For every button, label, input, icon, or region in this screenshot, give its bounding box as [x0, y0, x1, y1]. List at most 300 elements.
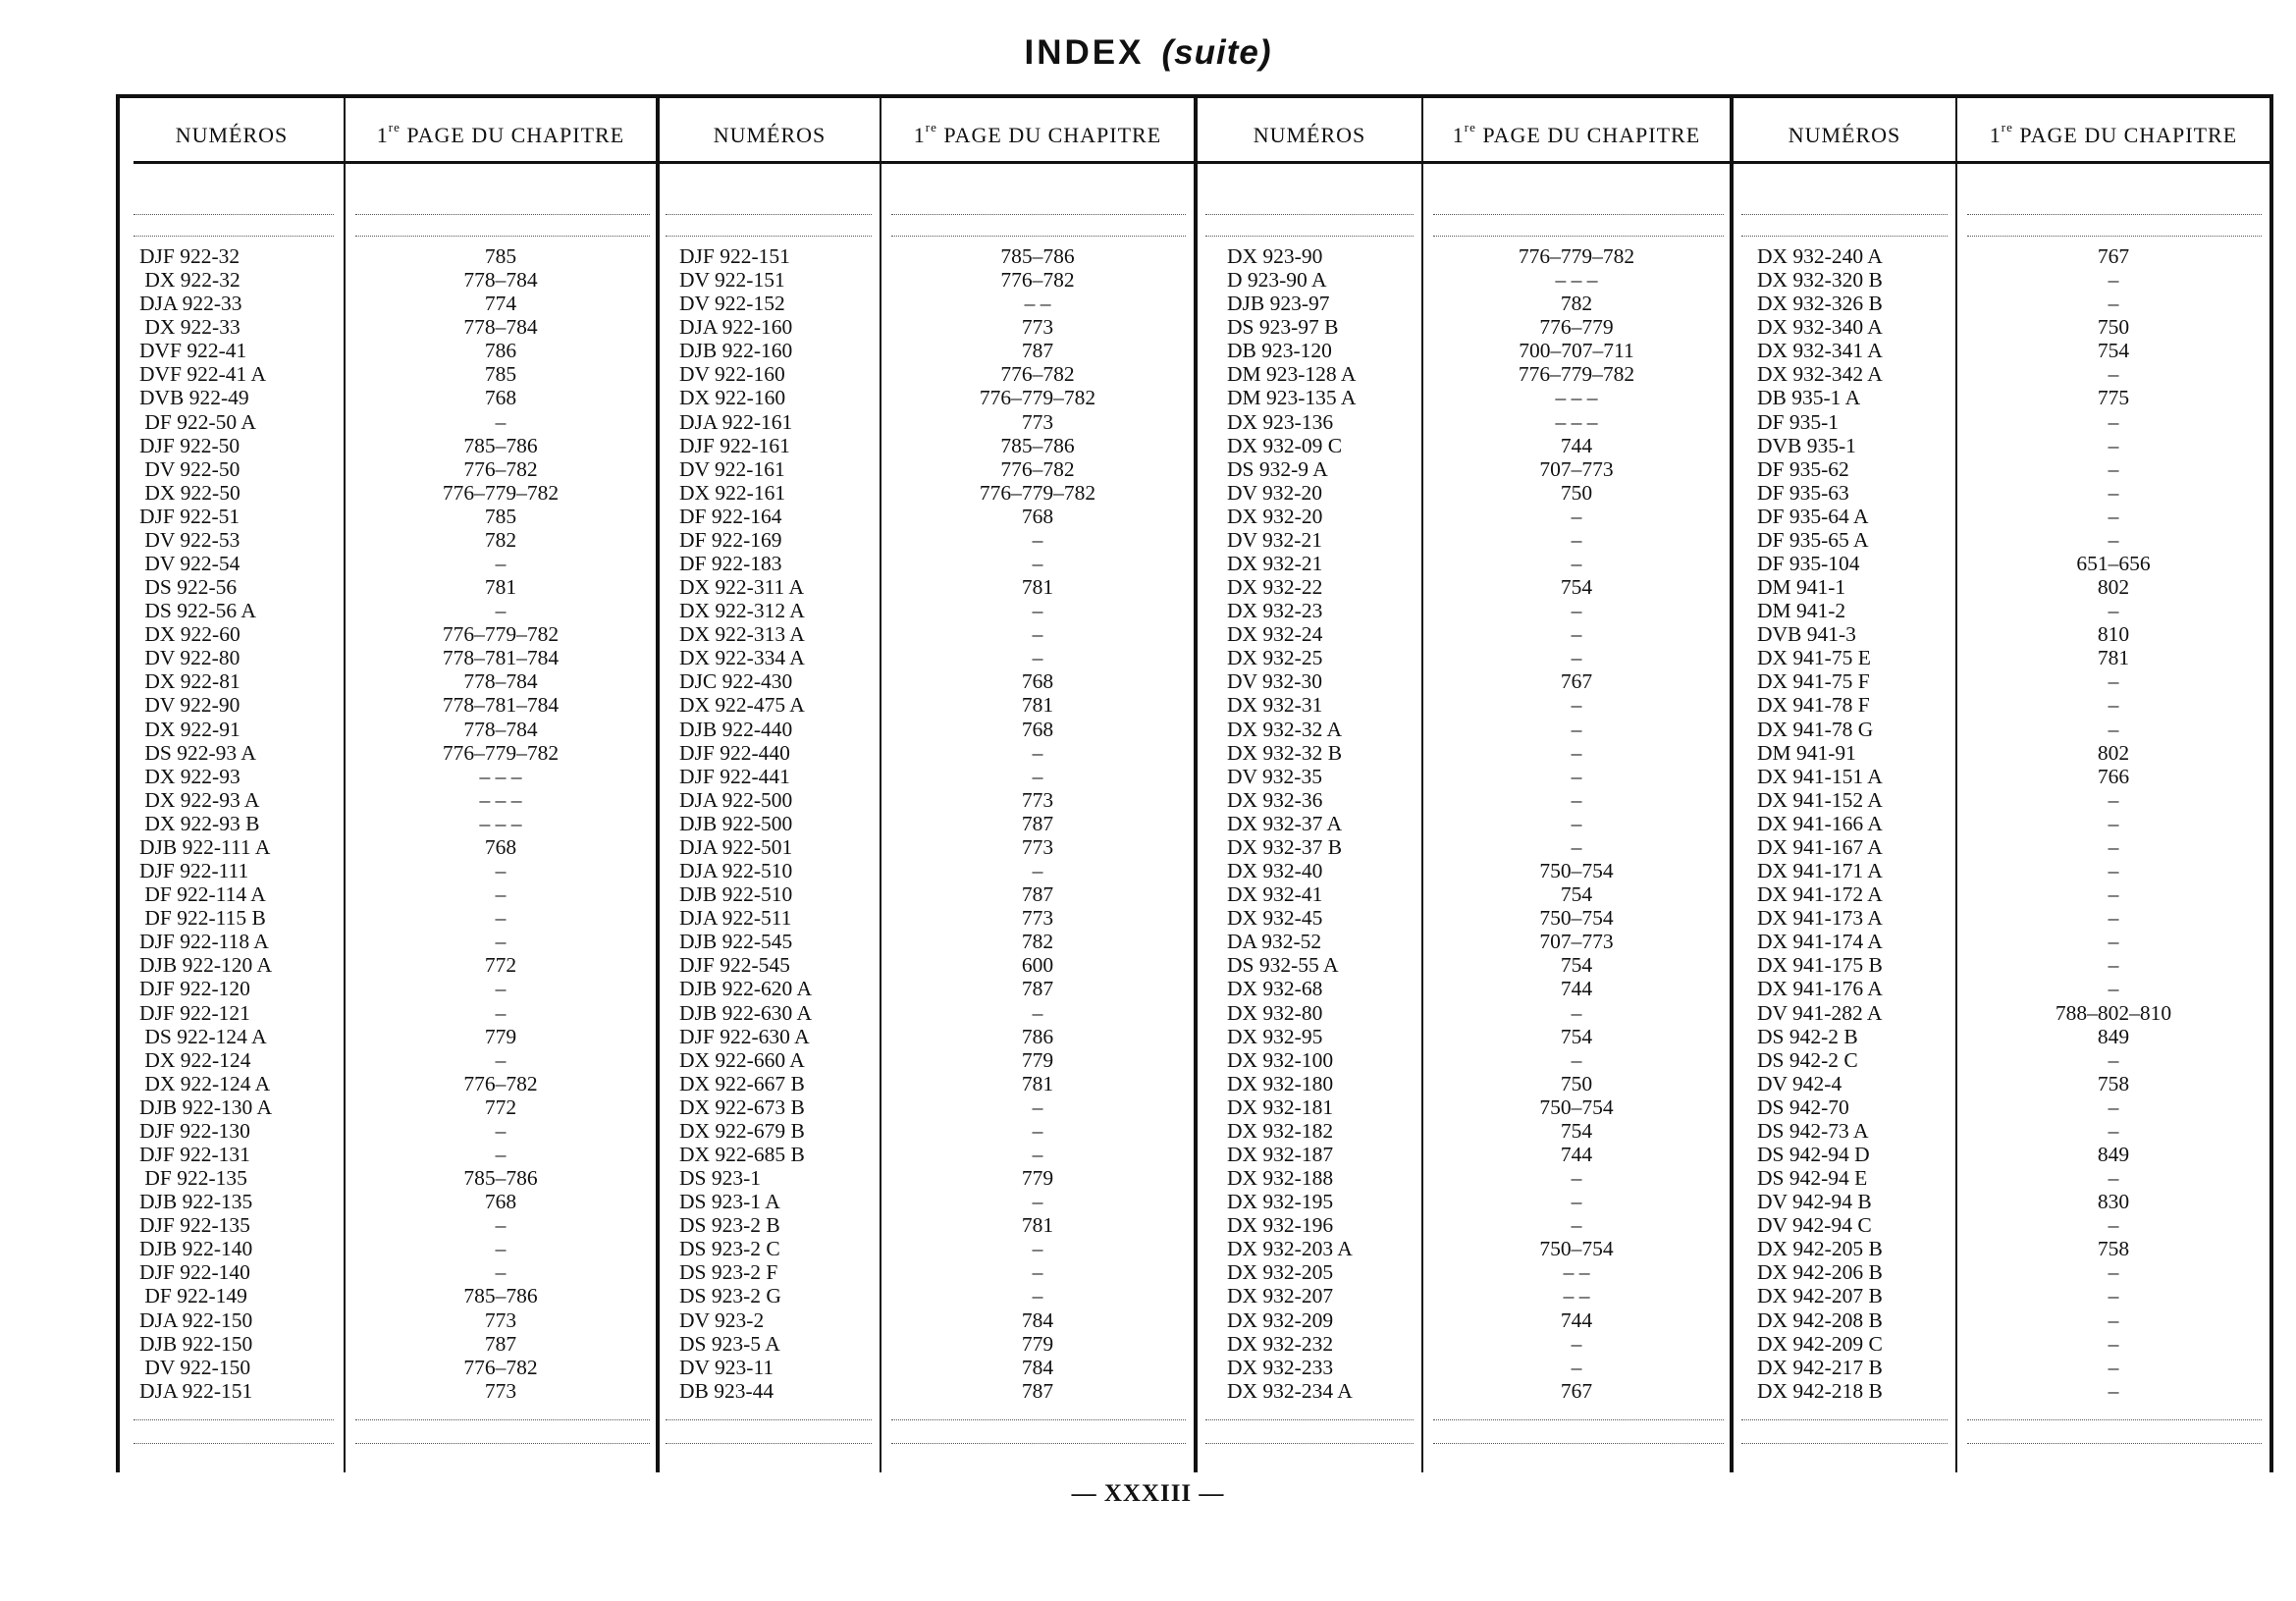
index-number: DX 942-206 B — [1757, 1260, 1883, 1285]
chapter-page: – — [2108, 1378, 2119, 1403]
page-column — [1423, 244, 1730, 1403]
chapter-page: 707–773 — [1539, 930, 1614, 954]
chapter-page: 787 — [1021, 339, 1054, 363]
index-number: DX 941-78 F — [1757, 693, 1870, 718]
index-number: DX 932-341 A — [1757, 339, 1883, 363]
chapter-page: 768 — [484, 1190, 517, 1214]
chapter-page: 781 — [1021, 575, 1054, 600]
index-number: DX 932-23 — [1227, 599, 1323, 623]
chapter-page: 779 — [1021, 1166, 1054, 1191]
chapter-page: 750–754 — [1539, 1237, 1614, 1261]
chapter-page: 750–754 — [1539, 859, 1614, 883]
index-number: DX 941-75 E — [1757, 646, 1871, 670]
index-number: DX 932-187 — [1227, 1142, 1334, 1166]
index-number: DJA 922-160 — [679, 315, 793, 340]
index-number: DF 935-65 A — [1757, 527, 1869, 552]
index-number: DJB 922-630 A — [679, 1000, 812, 1025]
index-number: DX 922-685 B — [679, 1142, 805, 1166]
chapter-page: – — [2108, 977, 2119, 1001]
chapter-page: 802 — [2097, 740, 2130, 765]
chapter-page: 773 — [1021, 906, 1054, 931]
index-number: DX 932-240 A — [1757, 244, 1883, 268]
dotted-rule — [666, 236, 872, 237]
chapter-page: – — [2108, 906, 2119, 931]
index-number: DS 923-5 A — [679, 1331, 780, 1356]
index-number: DX 941-175 B — [1757, 953, 1883, 978]
chapter-page: 788–802–810 — [2055, 1000, 2172, 1025]
dotted-rule — [1967, 214, 2262, 215]
index-number: DX 942-209 C — [1757, 1331, 1883, 1356]
chapter-page: – — [1571, 1355, 1582, 1379]
chapter-page: – — [1032, 622, 1043, 647]
chapter-page: 754 — [1560, 882, 1593, 907]
chapter-page: – — [495, 1047, 507, 1072]
index-number: DX 922-33 — [139, 315, 240, 340]
chapter-page: 849 — [2097, 1024, 2130, 1048]
chapter-page: – — [1571, 622, 1582, 647]
chapter-page: 773 — [484, 1378, 517, 1403]
dotted-rule — [1741, 1419, 1948, 1420]
index-number: DX 922-81 — [139, 669, 240, 694]
index-number: DJF 922-111 — [139, 859, 249, 883]
chapter-page: – — [2108, 480, 2119, 505]
numeros-column — [679, 244, 880, 1403]
index-number: DJA 922-510 — [679, 859, 793, 883]
page-column — [1957, 244, 2269, 1403]
index-number: DX 922-679 B — [679, 1118, 805, 1143]
chapter-page: – — [2108, 930, 2119, 954]
chapter-page: 767 — [2097, 244, 2130, 268]
index-number: DJF 922-441 — [679, 764, 790, 788]
dotted-rule — [891, 214, 1186, 215]
index-number: DX 941-173 A — [1757, 906, 1883, 931]
chapter-page: – — [1571, 811, 1582, 835]
chapter-page: 651–656 — [2076, 552, 2151, 576]
index-number: DX 932-205 — [1227, 1260, 1334, 1285]
index-number: DX 932-209 — [1227, 1307, 1334, 1332]
chapter-page: – — [1032, 859, 1043, 883]
dotted-rule — [1205, 1419, 1414, 1420]
index-number: DX 922-161 — [679, 480, 786, 505]
chapter-page: 785–786 — [1000, 433, 1075, 457]
chapter-page: 778–781–784 — [442, 693, 560, 718]
chapter-page: 758 — [2097, 1237, 2130, 1261]
chapter-page: 776–779–782 — [1518, 244, 1635, 268]
chapter-page: – — [1032, 740, 1043, 765]
index-number: DX 932-326 B — [1757, 292, 1883, 316]
index-number: DX 922-313 A — [679, 622, 805, 647]
index-number: DX 922-32 — [139, 268, 240, 293]
chapter-page: 776–782 — [1000, 456, 1075, 481]
chapter-page: 781 — [1021, 693, 1054, 718]
chapter-page: 754 — [1560, 575, 1593, 600]
dotted-rule — [1967, 236, 2262, 237]
index-number: DV 932-35 — [1227, 764, 1322, 788]
index-number: DX 941-166 A — [1757, 811, 1883, 835]
chapter-page: 772 — [484, 1094, 517, 1119]
chapter-page: 776–779–782 — [1518, 362, 1635, 387]
index-number: DS 923-97 B — [1227, 315, 1339, 340]
index-number: DV 942-4 — [1757, 1071, 1842, 1095]
index-number: DV 922-80 — [139, 646, 240, 670]
chapter-page: – — [1032, 1000, 1043, 1025]
index-number: DJB 923-97 — [1227, 292, 1330, 316]
chapter-page: 781 — [484, 575, 517, 600]
index-number: DJA 922-161 — [679, 409, 793, 434]
index-number: DX 932-320 B — [1757, 268, 1883, 293]
index-number: DJF 922-161 — [679, 433, 790, 457]
index-number: DJF 922-121 — [139, 1000, 250, 1025]
index-number: DX 932-21 — [1227, 552, 1323, 576]
chapter-page: – — [2108, 669, 2119, 694]
index-number: DS 932-55 A — [1227, 953, 1339, 978]
chapter-page: – — [1571, 1000, 1582, 1025]
chapter-page: – — [2108, 1331, 2119, 1356]
index-subtitle: (suite) — [1161, 33, 1272, 72]
index-number: DX 923-136 — [1227, 409, 1334, 434]
chapter-page: 768 — [1021, 717, 1054, 741]
chapter-page: 781 — [1021, 1213, 1054, 1238]
index-number: DX 922-311 A — [679, 575, 805, 600]
index-number: DJB 922-620 A — [679, 977, 812, 1001]
index-number: DX 932-95 — [1227, 1024, 1323, 1048]
index-number: DV 942-94 C — [1757, 1213, 1872, 1238]
index-number: DF 922-114 A — [139, 882, 266, 907]
index-number: DJB 922-150 — [139, 1331, 253, 1356]
chapter-page: 776–779–782 — [442, 480, 560, 505]
index-number: DX 922-160 — [679, 386, 786, 410]
dotted-rule — [891, 236, 1186, 237]
index-number: DV 932-30 — [1227, 669, 1322, 694]
dotted-rule — [355, 1443, 650, 1444]
chapter-page: – — [2108, 834, 2119, 859]
index-number: DX 932-32 A — [1227, 717, 1343, 741]
header-rule — [133, 161, 656, 164]
chapter-page: 776–779 — [1539, 315, 1614, 340]
chapter-page: – — [2108, 1284, 2119, 1308]
chapter-page: 785 — [484, 504, 517, 528]
index-number: DX 932-20 — [1227, 504, 1323, 528]
index-number: DX 932-188 — [1227, 1166, 1334, 1191]
chapter-page: 767 — [1560, 1378, 1593, 1403]
chapter-page: 776–782 — [463, 1071, 538, 1095]
index-number: DS 922-56 — [139, 575, 238, 600]
chapter-page: – — [1571, 599, 1582, 623]
index-number: DX 932-37 A — [1227, 811, 1343, 835]
chapter-page: – — [1571, 504, 1582, 528]
index-number: DX 932-207 — [1227, 1284, 1334, 1308]
index-number: DX 923-90 — [1227, 244, 1323, 268]
chapter-page: – — [1032, 527, 1043, 552]
index-group-2 — [656, 98, 1198, 1472]
chapter-page: 778–784 — [463, 669, 538, 694]
header-rule — [1198, 161, 1734, 164]
index-number: DX 932-80 — [1227, 1000, 1323, 1025]
chapter-page: – — [1571, 527, 1582, 552]
chapter-page: – — [2108, 1047, 2119, 1072]
index-number: DX 922-475 A — [679, 693, 805, 718]
chapter-page: 750–754 — [1539, 906, 1614, 931]
chapter-page: 785–786 — [463, 1166, 538, 1191]
index-number: DX 922-667 B — [679, 1071, 805, 1095]
chapter-page: 787 — [1021, 882, 1054, 907]
chapter-page: 744 — [1560, 1142, 1593, 1166]
index-number: DF 922-135 — [139, 1166, 247, 1191]
chapter-page: – — [1571, 1190, 1582, 1214]
chapter-page: 779 — [484, 1024, 517, 1048]
chapter-page: – — [2108, 787, 2119, 812]
chapter-page: – — [2108, 1213, 2119, 1238]
chapter-page: 787 — [1021, 811, 1054, 835]
index-number: DS 942-2 C — [1757, 1047, 1858, 1072]
index-group-4 — [1730, 98, 2273, 1472]
header-numeros: NUMÉROS — [175, 123, 289, 147]
index-number: DX 932-196 — [1227, 1213, 1334, 1238]
chapter-page: 785–786 — [463, 1284, 538, 1308]
chapter-page: – — [2108, 292, 2119, 316]
chapter-page: 786 — [484, 339, 517, 363]
chapter-page: – — [2108, 1166, 2119, 1191]
index-number: DS 923-1 — [679, 1166, 762, 1191]
chapter-page: 750–754 — [1539, 1094, 1614, 1119]
chapter-page: – — [1032, 1284, 1043, 1308]
header-numeros: NUMÉROS — [713, 123, 827, 147]
chapter-page: – — [1571, 787, 1582, 812]
chapter-page: – — [495, 1260, 507, 1285]
index-number: DF 935-63 — [1757, 480, 1849, 505]
chapter-page: – — [1032, 764, 1043, 788]
chapter-page: – — [495, 882, 507, 907]
dotted-rule — [1741, 214, 1948, 215]
chapter-page: – — [1032, 1142, 1043, 1166]
numeros-column — [139, 244, 342, 1403]
chapter-page: – — [1032, 552, 1043, 576]
index-number: DM 941-2 — [1757, 599, 1846, 623]
index-number: DX 932-24 — [1227, 622, 1323, 647]
index-number: DX 922-124 A — [139, 1071, 271, 1095]
chapter-page: 786 — [1021, 1024, 1054, 1048]
chapter-page: – — [1571, 1213, 1582, 1238]
index-number: DF 922-183 — [679, 552, 782, 576]
index-number: DX 932-232 — [1227, 1331, 1334, 1356]
chapter-page: – — [1032, 1237, 1043, 1261]
index-number: DX 942-218 B — [1757, 1378, 1883, 1403]
index-group-1 — [120, 98, 656, 1472]
index-number: DX 932-182 — [1227, 1118, 1334, 1143]
index-number: DJF 922-118 A — [139, 930, 269, 954]
index-number: DX 942-207 B — [1757, 1284, 1883, 1308]
index-number: DS 923-2 B — [679, 1213, 780, 1238]
index-number: DS 923-2 G — [679, 1284, 781, 1308]
chapter-page: 776–782 — [1000, 268, 1075, 293]
index-number: DX 941-152 A — [1757, 787, 1883, 812]
chapter-page: 776–779–782 — [979, 386, 1096, 410]
chapter-page: 772 — [484, 953, 517, 978]
index-number: DJF 922-120 — [139, 977, 250, 1001]
chapter-page: 776–782 — [463, 1355, 538, 1379]
dotted-rule — [355, 1419, 650, 1420]
dotted-rule — [1967, 1419, 2262, 1420]
chapter-page: 768 — [484, 386, 517, 410]
index-number: DJA 922-501 — [679, 834, 793, 859]
index-number: DVB 935-1 — [1757, 433, 1856, 457]
index-number: DJB 922-111 A — [139, 834, 271, 859]
index-number: DV 941-282 A — [1757, 1000, 1883, 1025]
chapter-page: – — [2108, 717, 2119, 741]
chapter-page: 707–773 — [1539, 456, 1614, 481]
index-number: D 923-90 A — [1227, 268, 1327, 293]
chapter-page: 779 — [1021, 1331, 1054, 1356]
dotted-rule — [891, 1443, 1186, 1444]
index-number: DX 932-340 A — [1757, 315, 1883, 340]
index-number: DJF 922-135 — [139, 1213, 250, 1238]
index-number: DM 923-135 A — [1227, 386, 1357, 410]
index-number: DX 941-171 A — [1757, 859, 1883, 883]
chapter-page: 767 — [1560, 669, 1593, 694]
chapter-page: 776–779–782 — [442, 622, 560, 647]
chapter-page: – — [2108, 1355, 2119, 1379]
index-number: DX 922-124 — [139, 1047, 251, 1072]
header-page: 1re PAGE DU CHAPITRE — [1452, 120, 1701, 147]
index-number: DX 932-181 — [1227, 1094, 1334, 1119]
chapter-page: – — [1571, 764, 1582, 788]
chapter-page: 810 — [2097, 622, 2130, 647]
index-number: DX 932-68 — [1227, 977, 1323, 1001]
chapter-page: 750 — [1560, 480, 1593, 505]
chapter-page: 781 — [1021, 1071, 1054, 1095]
index-number: DX 941-167 A — [1757, 834, 1883, 859]
header-numeros: NUMÉROS — [1788, 123, 1901, 147]
index-number: DV 923-11 — [679, 1355, 774, 1379]
chapter-page: – – – — [1555, 409, 1598, 434]
index-number: DX 932-37 B — [1227, 834, 1343, 859]
chapter-page: 787 — [1021, 1378, 1054, 1403]
chapter-page: – — [1032, 1094, 1043, 1119]
dotted-rule — [891, 1419, 1186, 1420]
index-number: DX 932-342 A — [1757, 362, 1883, 387]
index-number: DX 932-233 — [1227, 1355, 1334, 1379]
chapter-page: – — [1571, 693, 1582, 718]
index-number: DF 922-115 B — [139, 906, 266, 931]
dotted-rule — [1205, 214, 1414, 215]
chapter-page: 744 — [1560, 433, 1593, 457]
chapter-page: – — [1571, 552, 1582, 576]
chapter-page: – — [2108, 1260, 2119, 1285]
chapter-page: 750 — [2097, 315, 2130, 340]
dotted-rule — [666, 1419, 872, 1420]
index-number: DV 922-161 — [679, 456, 785, 481]
dotted-rule — [133, 1419, 334, 1420]
index-number: DJF 922-51 — [139, 504, 240, 528]
header-page: 1re PAGE DU CHAPITRE — [913, 120, 1162, 147]
index-number: DX 941-78 G — [1757, 717, 1874, 741]
index-number: DJB 922-130 A — [139, 1094, 272, 1119]
index-number: DX 922-91 — [139, 717, 240, 741]
chapter-page: 758 — [2097, 1071, 2130, 1095]
chapter-page: – — [495, 1118, 507, 1143]
chapter-page: – — [495, 552, 507, 576]
index-number: DV 922-90 — [139, 693, 240, 718]
chapter-page: – — [2108, 1307, 2119, 1332]
index-number: DF 922-164 — [679, 504, 782, 528]
index-number: DX 941-174 A — [1757, 930, 1883, 954]
dotted-rule — [666, 214, 872, 215]
chapter-page: – — [2108, 882, 2119, 907]
index-number: DJF 922-32 — [139, 244, 240, 268]
chapter-page: – — [2108, 1094, 2119, 1119]
chapter-page: 787 — [1021, 977, 1054, 1001]
index-number: DV 922-152 — [679, 292, 785, 316]
chapter-page: 744 — [1560, 977, 1593, 1001]
chapter-page: 773 — [1021, 787, 1054, 812]
index-number: DJF 922-130 — [139, 1118, 250, 1143]
chapter-page: 773 — [1021, 834, 1054, 859]
chapter-page: 754 — [1560, 1024, 1593, 1048]
chapter-page: – — [495, 409, 507, 434]
chapter-page: 782 — [1021, 930, 1054, 954]
dotted-rule — [133, 236, 334, 237]
chapter-page: – — [2108, 953, 2119, 978]
index-group-3 — [1194, 98, 1734, 1472]
index-number: DX 941-151 A — [1757, 764, 1883, 788]
chapter-page: 781 — [2097, 646, 2130, 670]
chapter-page: – — [495, 1213, 507, 1238]
index-number: DX 922-673 B — [679, 1094, 805, 1119]
index-number: DJA 922-33 — [139, 292, 242, 316]
index-number: DX 932-203 A — [1227, 1237, 1353, 1261]
chapter-page: – — [1032, 599, 1043, 623]
index-number: DJF 922-440 — [679, 740, 790, 765]
chapter-page: 773 — [1021, 409, 1054, 434]
index-number: DX 932-40 — [1227, 859, 1323, 883]
index-number: DM 941-91 — [1757, 740, 1856, 765]
index-number: DX 922-93 B — [139, 811, 260, 835]
chapter-page: – — [1571, 834, 1582, 859]
dotted-rule — [133, 1443, 334, 1444]
index-number: DA 932-52 — [1227, 930, 1322, 954]
index-number: DS 922-56 A — [139, 599, 256, 623]
index-number: DS 923-1 A — [679, 1190, 780, 1214]
chapter-page: 785 — [484, 244, 517, 268]
chapter-page: 744 — [1560, 1307, 1593, 1332]
dotted-rule — [133, 214, 334, 215]
header-rule — [1734, 161, 2273, 164]
chapter-page: 782 — [484, 527, 517, 552]
index-number: DJA 922-150 — [139, 1307, 253, 1332]
index-number: DS 922-124 A — [139, 1024, 267, 1048]
page-column — [346, 244, 656, 1403]
index-number: DX 932-22 — [1227, 575, 1323, 600]
index-number: DJB 922-135 — [139, 1190, 253, 1214]
chapter-page: 785 — [484, 362, 517, 387]
chapter-page: 776–782 — [1000, 362, 1075, 387]
index-number: DX 932-195 — [1227, 1190, 1334, 1214]
dotted-rule — [1433, 214, 1724, 215]
index-number: DB 923-44 — [679, 1378, 774, 1403]
index-number: DJB 922-120 A — [139, 953, 272, 978]
index-number: DX 922-334 A — [679, 646, 805, 670]
index-number: DS 942-2 B — [1757, 1024, 1858, 1048]
index-number: DM 941-1 — [1757, 575, 1846, 600]
numeros-column — [1227, 244, 1421, 1403]
index-number: DJB 922-440 — [679, 717, 793, 741]
index-number: DF 935-104 — [1757, 552, 1860, 576]
chapter-page: 787 — [484, 1331, 517, 1356]
index-number: DVF 922-41 — [139, 339, 247, 363]
chapter-page: – – – — [479, 787, 522, 812]
chapter-page: – — [1032, 1260, 1043, 1285]
index-number: DJF 922-151 — [679, 244, 790, 268]
